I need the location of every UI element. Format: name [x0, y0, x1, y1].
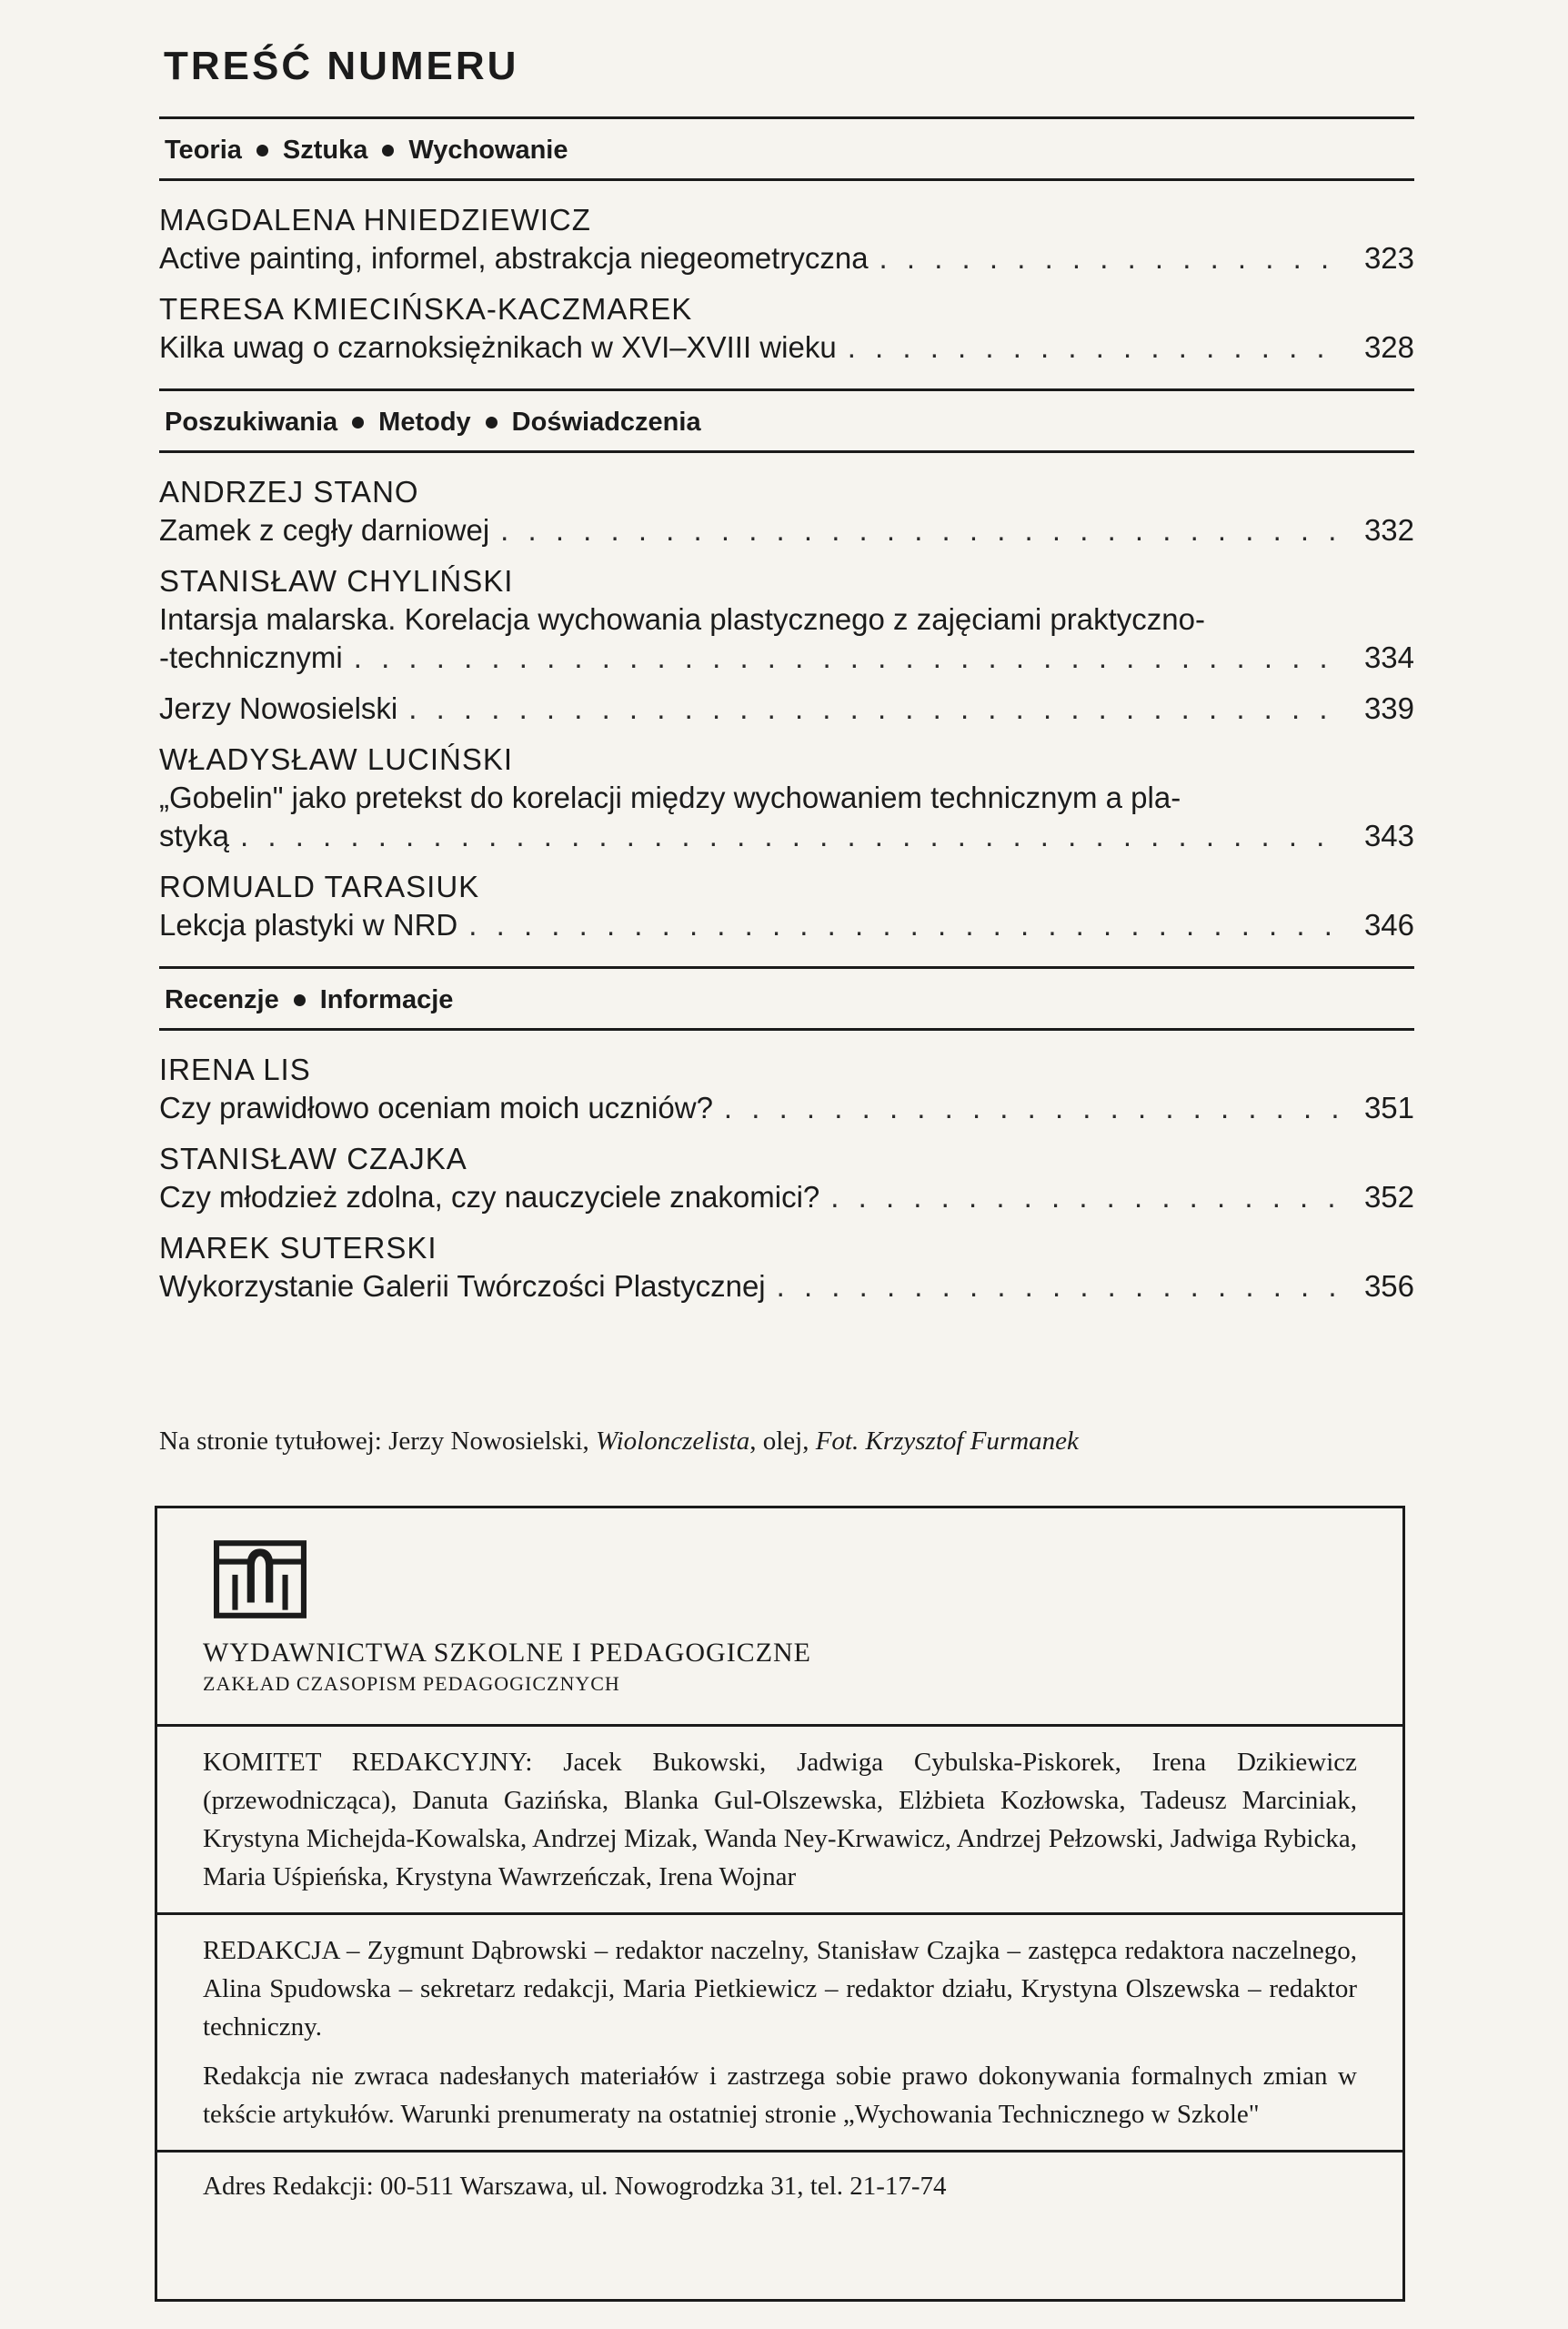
toc-entry [159, 1140, 1414, 1216]
publisher-logo-icon [214, 1538, 307, 1621]
page-title: TREŚĆ NUMERU [164, 44, 519, 88]
entry-title-first-line: „Gobelin" jako pretekst do korelacji między wychowaniem technicznym a pla- [159, 781, 1181, 814]
publisher-name: WYDAWNICTWA SZKOLNE I PEDAGOGICZNE [203, 1638, 812, 1668]
toc-entry [159, 473, 1414, 549]
section-heading-part: Doświadczenia [511, 408, 701, 437]
bullet-icon [486, 417, 498, 428]
toc-entry [159, 690, 1414, 728]
editorial-text: REDAKCJA – Zygmunt Dąbrowski – redaktor naczelny, Stanisław Czajka – zastępca redaktora naczelnego, Alina Spudowska – sekretarz redakcji, Maria Pietkiewicz – redaktor działu, Krystyna Olszewska – redaktor techniczny. [203, 1936, 1357, 2042]
dot-leader [408, 690, 1340, 728]
entry-author: MAGDALENA HNIEDZIEWICZ [159, 203, 591, 237]
caption-photo-credit: Fot. Krzysztof Furmanek [815, 1427, 1079, 1456]
entry-page-number: 323 [1363, 241, 1414, 275]
entry-page-number: 356 [1363, 1269, 1414, 1303]
dot-leader [468, 906, 1340, 944]
entry-title: styką [159, 819, 230, 852]
section-poszukiwania [159, 388, 1414, 966]
section-heading-part: Metody [378, 408, 471, 437]
publisher-block [157, 1508, 1402, 1727]
section-heading-part: Informacje [319, 985, 454, 1014]
entry-author: WŁADYSŁAW LUCIŃSKI [159, 742, 514, 776]
dot-leader [879, 239, 1340, 277]
editorial-staff [157, 1915, 1402, 2153]
dot-leader [240, 817, 1340, 855]
section-heading-part: Wychowanie [408, 136, 568, 165]
entry-author: STANISŁAW CZAJKA [159, 1142, 467, 1175]
toc-entry [159, 1229, 1414, 1306]
dot-leader [777, 1267, 1340, 1306]
dot-leader [354, 639, 1340, 677]
committee-text: KOMITET REDAKCYJNY: Jacek Bukowski, Jadwiga Cybulska-Piskorek, Irena Dzikiewicz (przewodnicząca), Danuta Gazińska, Blanka Gul-Olszewska, Elżbieta Kozłowska, Tadeusz Marciniak, Krystyna Michejda-Kowalska, Andrzej Mizak, Wanda Ney-Krwawicz, Andrzej Pełzowski, Jadwiga Rybicka, Maria Uśpieńska, Krystyna Wawrzeńczak, Irena Wojnar [203, 1748, 1357, 1891]
entry-title: Jerzy Nowosielski [159, 691, 398, 725]
toc-entry [159, 290, 1414, 367]
entry-page-number: 334 [1363, 640, 1414, 674]
publisher-department: ZAKŁAD CZASOPISM PEDAGOGICZNYCH [203, 1672, 620, 1695]
section-heading [159, 119, 1414, 178]
bullet-icon [294, 994, 306, 1006]
section-heading-part: Recenzje [165, 985, 279, 1014]
caption-work-title: Wiolonczelista [596, 1427, 750, 1456]
toc-entry [159, 562, 1414, 677]
entry-author: ROMUALD TARASIUK [159, 870, 480, 903]
entry-title: Wykorzystanie Galerii Twórczości Plastycznej [159, 1269, 766, 1303]
bullet-icon [382, 145, 394, 156]
section-heading-part: Sztuka [282, 136, 368, 165]
section-recenzje [159, 966, 1414, 1327]
entry-page-number: 351 [1363, 1091, 1414, 1124]
entry-author: TERESA KMIECIŃSKA-KACZMAREK [159, 292, 693, 326]
entry-page-number: 346 [1363, 908, 1414, 942]
entry-page-number: 339 [1363, 691, 1414, 725]
entry-title: Czy młodzież zdolna, czy nauczyciele znakomici? [159, 1180, 820, 1214]
toc-entry [159, 868, 1414, 944]
entry-title: -technicznymi [159, 640, 343, 674]
caption-medium: , olej, [749, 1427, 816, 1456]
toc-entry [159, 741, 1414, 855]
entry-author: ANDRZEJ STANO [159, 475, 419, 509]
dot-leader [830, 1178, 1340, 1216]
editorial-address: Adres Redakcji: 00-511 Warszawa, ul. Nowogrodzka 31, tel. 21-17-74 [203, 2172, 947, 2201]
section-heading [159, 969, 1414, 1028]
caption-prefix: Na stronie tytułowej: Jerzy Nowosielski, [159, 1427, 597, 1456]
entry-page-number: 352 [1363, 1180, 1414, 1214]
dot-leader [500, 511, 1340, 549]
entry-author: STANISŁAW CHYLIŃSKI [159, 564, 514, 598]
editorial-committee [157, 1727, 1402, 1915]
entry-title: Lekcja plastyki w NRD [159, 908, 458, 942]
entry-title: Active painting, informel, abstrakcja niegeometryczna [159, 241, 869, 275]
entry-title-first-line: Intarsja malarska. Korelacja wychowania plastycznego z zajęciami praktyczno- [159, 602, 1205, 636]
section-heading-part: Poszukiwania [165, 408, 338, 437]
dot-leader [724, 1089, 1340, 1127]
imprint-box [155, 1506, 1405, 2302]
entry-author: MAREK SUTERSKI [159, 1231, 437, 1265]
entry-title: Zamek z cegły darniowej [159, 513, 490, 547]
section-heading [159, 391, 1414, 450]
entry-title: Kilka uwag o czarnoksiężnikach w XVI–XVIII wieku [159, 330, 837, 364]
cover-caption [159, 1427, 1414, 1457]
section-teoria [159, 116, 1414, 388]
bullet-icon [352, 417, 364, 428]
entry-page-number: 328 [1363, 330, 1414, 364]
entry-page-number: 332 [1363, 513, 1414, 547]
dot-leader [848, 328, 1340, 367]
entry-title: Czy prawidłowo oceniam moich uczniów? [159, 1091, 713, 1124]
section-heading-part: Teoria [165, 136, 242, 165]
notice-text: Redakcja nie zwraca nadesłanych materiałów i zastrzega sobie prawo dokonywania formalnych zmian w tekście artykułów. Warunki prenumeraty na ostatniej stronie „Wychowania Technicznego w Szkole" [203, 2062, 1357, 2129]
toc-entry [159, 201, 1414, 277]
toc-entry [159, 1051, 1414, 1127]
bullet-icon [256, 145, 268, 156]
entry-author: IRENA LIS [159, 1053, 311, 1086]
table-of-contents [159, 116, 1414, 1327]
entry-page-number: 343 [1363, 819, 1414, 852]
